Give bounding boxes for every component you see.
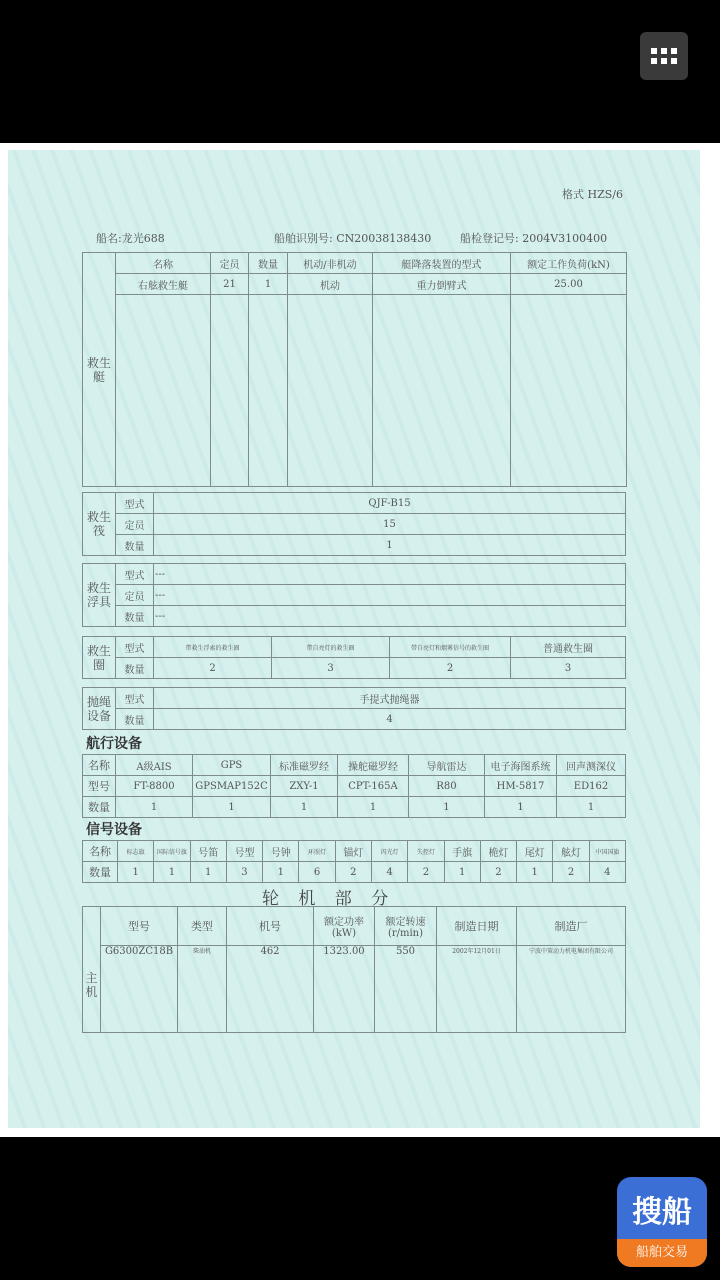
cell: 2 [154,658,272,679]
cell: 15 [154,514,626,535]
row-label: 定员 [116,514,154,535]
cell: 带救生浮索的救生圈 [154,637,272,658]
cell: --- [154,585,626,606]
cell: 国际信号旗 [154,841,190,862]
cell: 回声测深仪 [557,755,626,776]
cell: 号笛 [190,841,226,862]
liferaft-label: 救生筏 [83,493,116,556]
header-name: 名称 [116,253,211,274]
cell: 3 [272,658,390,679]
logo-text: 搜船 [632,1195,692,1230]
cell: 右舷救生艇 [116,274,211,295]
cell: 2002年12月01日 [437,946,517,1033]
cell: HM-5817 [485,776,557,797]
cell: 462 [227,946,314,1033]
more-menu-button[interactable] [640,32,688,80]
header-speed: 额定转速(r/min) [375,907,437,946]
cell: 2 [480,862,516,883]
cell: R80 [409,776,485,797]
cell: 2 [408,862,444,883]
cell: 1 [116,797,193,818]
row-label: 数量 [116,658,154,679]
buoyant-label: 救生浮具 [83,564,116,627]
cell: 21 [211,274,249,295]
registration-number: 船检登记号: 2004V3100400 [460,232,608,245]
cell: 手旗 [444,841,480,862]
lifeboat-label: 救生艇 [83,253,116,487]
header-maker: 制造厂 [517,907,626,946]
logo-subtext: 船舶交易 [617,1239,707,1267]
header-load: 额定工作负荷(kN) [511,253,627,274]
engine-section-title: 轮 机 部 分 [262,889,389,909]
cell: 标准磁罗经 [271,755,338,776]
cell: 4 [371,862,407,883]
cell: 1 [249,274,288,295]
cell: 1 [154,862,190,883]
header-motorized: 机动/非机动 [288,253,373,274]
row-label: 型式 [116,493,154,514]
cell: QJF-B15 [154,493,626,514]
cell: 机动 [288,274,373,295]
cell: 1 [263,862,299,883]
cell: 电子海图系统 [485,755,557,776]
cell: 1 [338,797,409,818]
cell: 1 [485,797,557,818]
row-label: 数量 [116,535,154,556]
row-label: 型式 [116,637,154,658]
row-label: 数量 [116,709,154,730]
line-throwing-label: 抛绳设备 [83,688,116,730]
cell: --- [154,564,626,585]
engine-table [82,906,626,1033]
cell: 3 [511,658,626,679]
cell: 1 [271,797,338,818]
cell: 宁波中策动力机电集团有限公司 [517,946,626,1033]
header-launch-type: 艇降落装置的型式 [373,253,511,274]
row-label: 名称 [83,755,116,776]
cell: 550 [375,946,437,1033]
header-type: 类型 [178,907,227,946]
row-label: 数量 [83,862,118,883]
cell: --- [154,606,626,627]
row-label: 定员 [116,585,154,606]
cell: 1 [190,862,226,883]
cell: 导航雷达 [409,755,485,776]
cell: 1 [193,797,271,818]
cell: 带自亮灯和烟雾信号的救生圈 [390,637,511,658]
header-model: 型号 [101,907,178,946]
cell: 操舵磁罗经 [338,755,409,776]
cell: 1 [154,535,626,556]
signal-equipment-heading: 信号设备 [86,822,142,838]
app-logo[interactable] [617,1177,707,1267]
row-label: 型式 [116,688,154,709]
cell: 25.00 [511,274,627,295]
form-code: 格式 HZS/6 [562,188,623,201]
row-label: 名称 [83,841,118,862]
ship-id: 船舶识别号: CN20038138430 [274,232,432,245]
cell: 桅灯 [480,841,516,862]
cell: 普通救生圈 [511,637,626,658]
cell: 3 [226,862,262,883]
header-quantity: 数量 [249,253,288,274]
cell: 柴油机 [178,946,227,1033]
cell: 锚灯 [335,841,371,862]
cell: 中国国旗 [589,841,625,862]
cell: 2 [335,862,371,883]
cell: 1 [118,862,154,883]
row-label: 数量 [116,606,154,627]
lifebuoy-label: 救生圈 [83,637,116,679]
cell: GPS [193,755,271,776]
liferaft-table [82,492,626,556]
cell: 闪光灯 [371,841,407,862]
row-label: 型号 [83,776,116,797]
cell: ZXY-1 [271,776,338,797]
nav-equipment-heading: 航行设备 [86,736,142,752]
signal-equipment-table [82,840,626,883]
cell: 1 [444,862,480,883]
row-label: 型式 [116,564,154,585]
cell: 环照灯 [299,841,335,862]
header-engine-no: 机号 [227,907,314,946]
cell: 4 [154,709,626,730]
cell: 带自亮灯的救生圈 [272,637,390,658]
row-label: 数量 [83,797,116,818]
cell: 号型 [226,841,262,862]
buoyant-apparatus-table [82,563,626,627]
cell: 1323.00 [314,946,375,1033]
cell: G6300ZC18B [101,946,178,1033]
lifebuoy-table [82,636,626,679]
cell: 号钟 [263,841,299,862]
header-capacity: 定员 [211,253,249,274]
cell: CPT-165A [338,776,409,797]
cell: A级AIS [116,755,193,776]
cell: 重力倒臂式 [373,274,511,295]
header-date: 制造日期 [437,907,517,946]
cell: 4 [589,862,625,883]
cell: 标志旗 [118,841,154,862]
nav-equipment-table [82,754,626,818]
cell: ED162 [557,776,626,797]
cell: 1 [557,797,626,818]
cell: 手提式抛绳器 [154,688,626,709]
cell: 1 [517,862,553,883]
header-power: 额定功率(kW) [314,907,375,946]
cell: 6 [299,862,335,883]
cell: 2 [390,658,511,679]
cell: FT-8800 [116,776,193,797]
cell: GPSMAP152C [193,776,271,797]
cell: 失控灯 [408,841,444,862]
line-throwing-table [82,687,626,730]
cell: 2 [553,862,589,883]
cell: 1 [409,797,485,818]
cell: 舷灯 [553,841,589,862]
cell: 尾灯 [517,841,553,862]
ship-name: 船名:龙光688 [96,232,165,245]
main-engine-label: 主机 [83,907,101,1033]
lifeboat-table [82,252,627,487]
